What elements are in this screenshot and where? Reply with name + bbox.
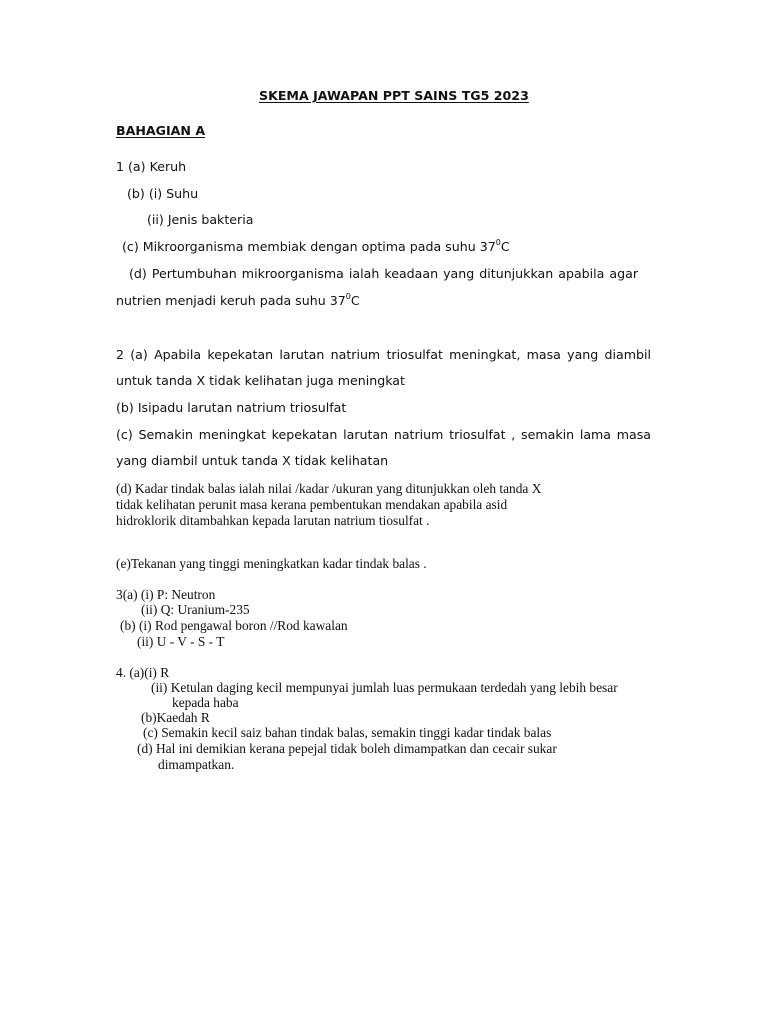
q4-c-answer: (c) Semakin kecil saiz bahan tindak balas, semakin tinggi kadar tindak balas xyxy=(143,725,552,740)
q4-d-line1: (d) Hal ini demikian kerana pepejal tidak boleh dimampatkan dan cecair sukar xyxy=(137,741,557,756)
q2-e-answer: (e)Tekanan yang tinggi meningkatkan kadar tindak balas . xyxy=(116,556,427,571)
q3-b-ii-answer: (ii) U - V - S - T xyxy=(137,634,225,649)
q1-c-answer xyxy=(122,238,510,254)
q4-a-ii-line2: kepada haba xyxy=(172,695,239,710)
q1-b-i-answer: (b) (i) Suhu xyxy=(127,186,199,201)
degree-superscript: 0 xyxy=(495,238,501,247)
q4-d-line2: dimampatkan. xyxy=(158,757,235,772)
document-title: SKEMA JAWAPAN PPT SAINS TG5 2023 xyxy=(259,88,529,103)
q2-c-line1-text: (c) Semakin meningkat kepekatan larutan natrium triosulfat , semakin lama masa xyxy=(116,429,651,442)
q2-b-answer: (b) Isipadu larutan natrium triosulfat xyxy=(116,400,347,415)
q1-d-line2 xyxy=(116,292,360,308)
q1-d-line2-unit: C xyxy=(350,293,360,308)
q3-a-i-answer: 3(a) (i) P: Neutron xyxy=(116,587,216,602)
degree-superscript: 0 xyxy=(345,292,351,301)
q1-d-line1-text: (d) Pertumbuhan mikroorganisma ialah keadaan yang ditunjukkan apabila agar xyxy=(129,268,639,281)
q4-a-i-answer: 4. (a)(i) R xyxy=(116,665,170,680)
q2-a-line1-text: 2 (a) Apabila kepekatan larutan natrium triosulfat meningkat, masa yang diambil xyxy=(116,349,651,362)
q2-a-line2: untuk tanda X tidak kelihatan juga meningkat xyxy=(116,373,405,388)
q2-d-line3: hidroklorik ditambahkan kepada larutan natrium tiosulfat . xyxy=(116,513,430,528)
q2-c-line1 xyxy=(116,429,651,442)
q3-a-ii-answer: (ii) Q: Uranium-235 xyxy=(141,602,250,617)
q4-b-answer: (b)Kaedah R xyxy=(141,710,210,725)
q1-c-unit: C xyxy=(500,239,510,254)
q1-c-text: (c) Mikroorganisma membiak dengan optima pada suhu 37 xyxy=(122,239,496,254)
q1-b-ii-answer: (ii) Jenis bakteria xyxy=(147,212,254,227)
q2-d-line2: tidak kelihatan perunit masa kerana pembentukan mendakan apabila asid xyxy=(116,497,508,512)
q1-d-line1 xyxy=(116,268,651,281)
section-heading: BAHAGIAN A xyxy=(116,123,206,138)
q3-b-i-answer: (b) (i) Rod pengawal boron //Rod kawalan xyxy=(120,618,348,633)
q4-a-ii-line1: (ii) Ketulan daging kecil mempunyai jumlah luas permukaan terdedah yang lebih besar xyxy=(151,680,618,695)
q2-d-line1: (d) Kadar tindak balas ialah nilai /kadar /ukuran yang ditunjukkan oleh tanda X xyxy=(116,481,542,496)
q1-d-line2-text: nutrien menjadi keruh pada suhu 37 xyxy=(116,293,346,308)
q2-a-line1 xyxy=(116,349,651,362)
q1-a-answer: 1 (a) Keruh xyxy=(116,159,187,174)
q2-c-line2: yang diambil untuk tanda X tidak kelihatan xyxy=(116,453,389,468)
